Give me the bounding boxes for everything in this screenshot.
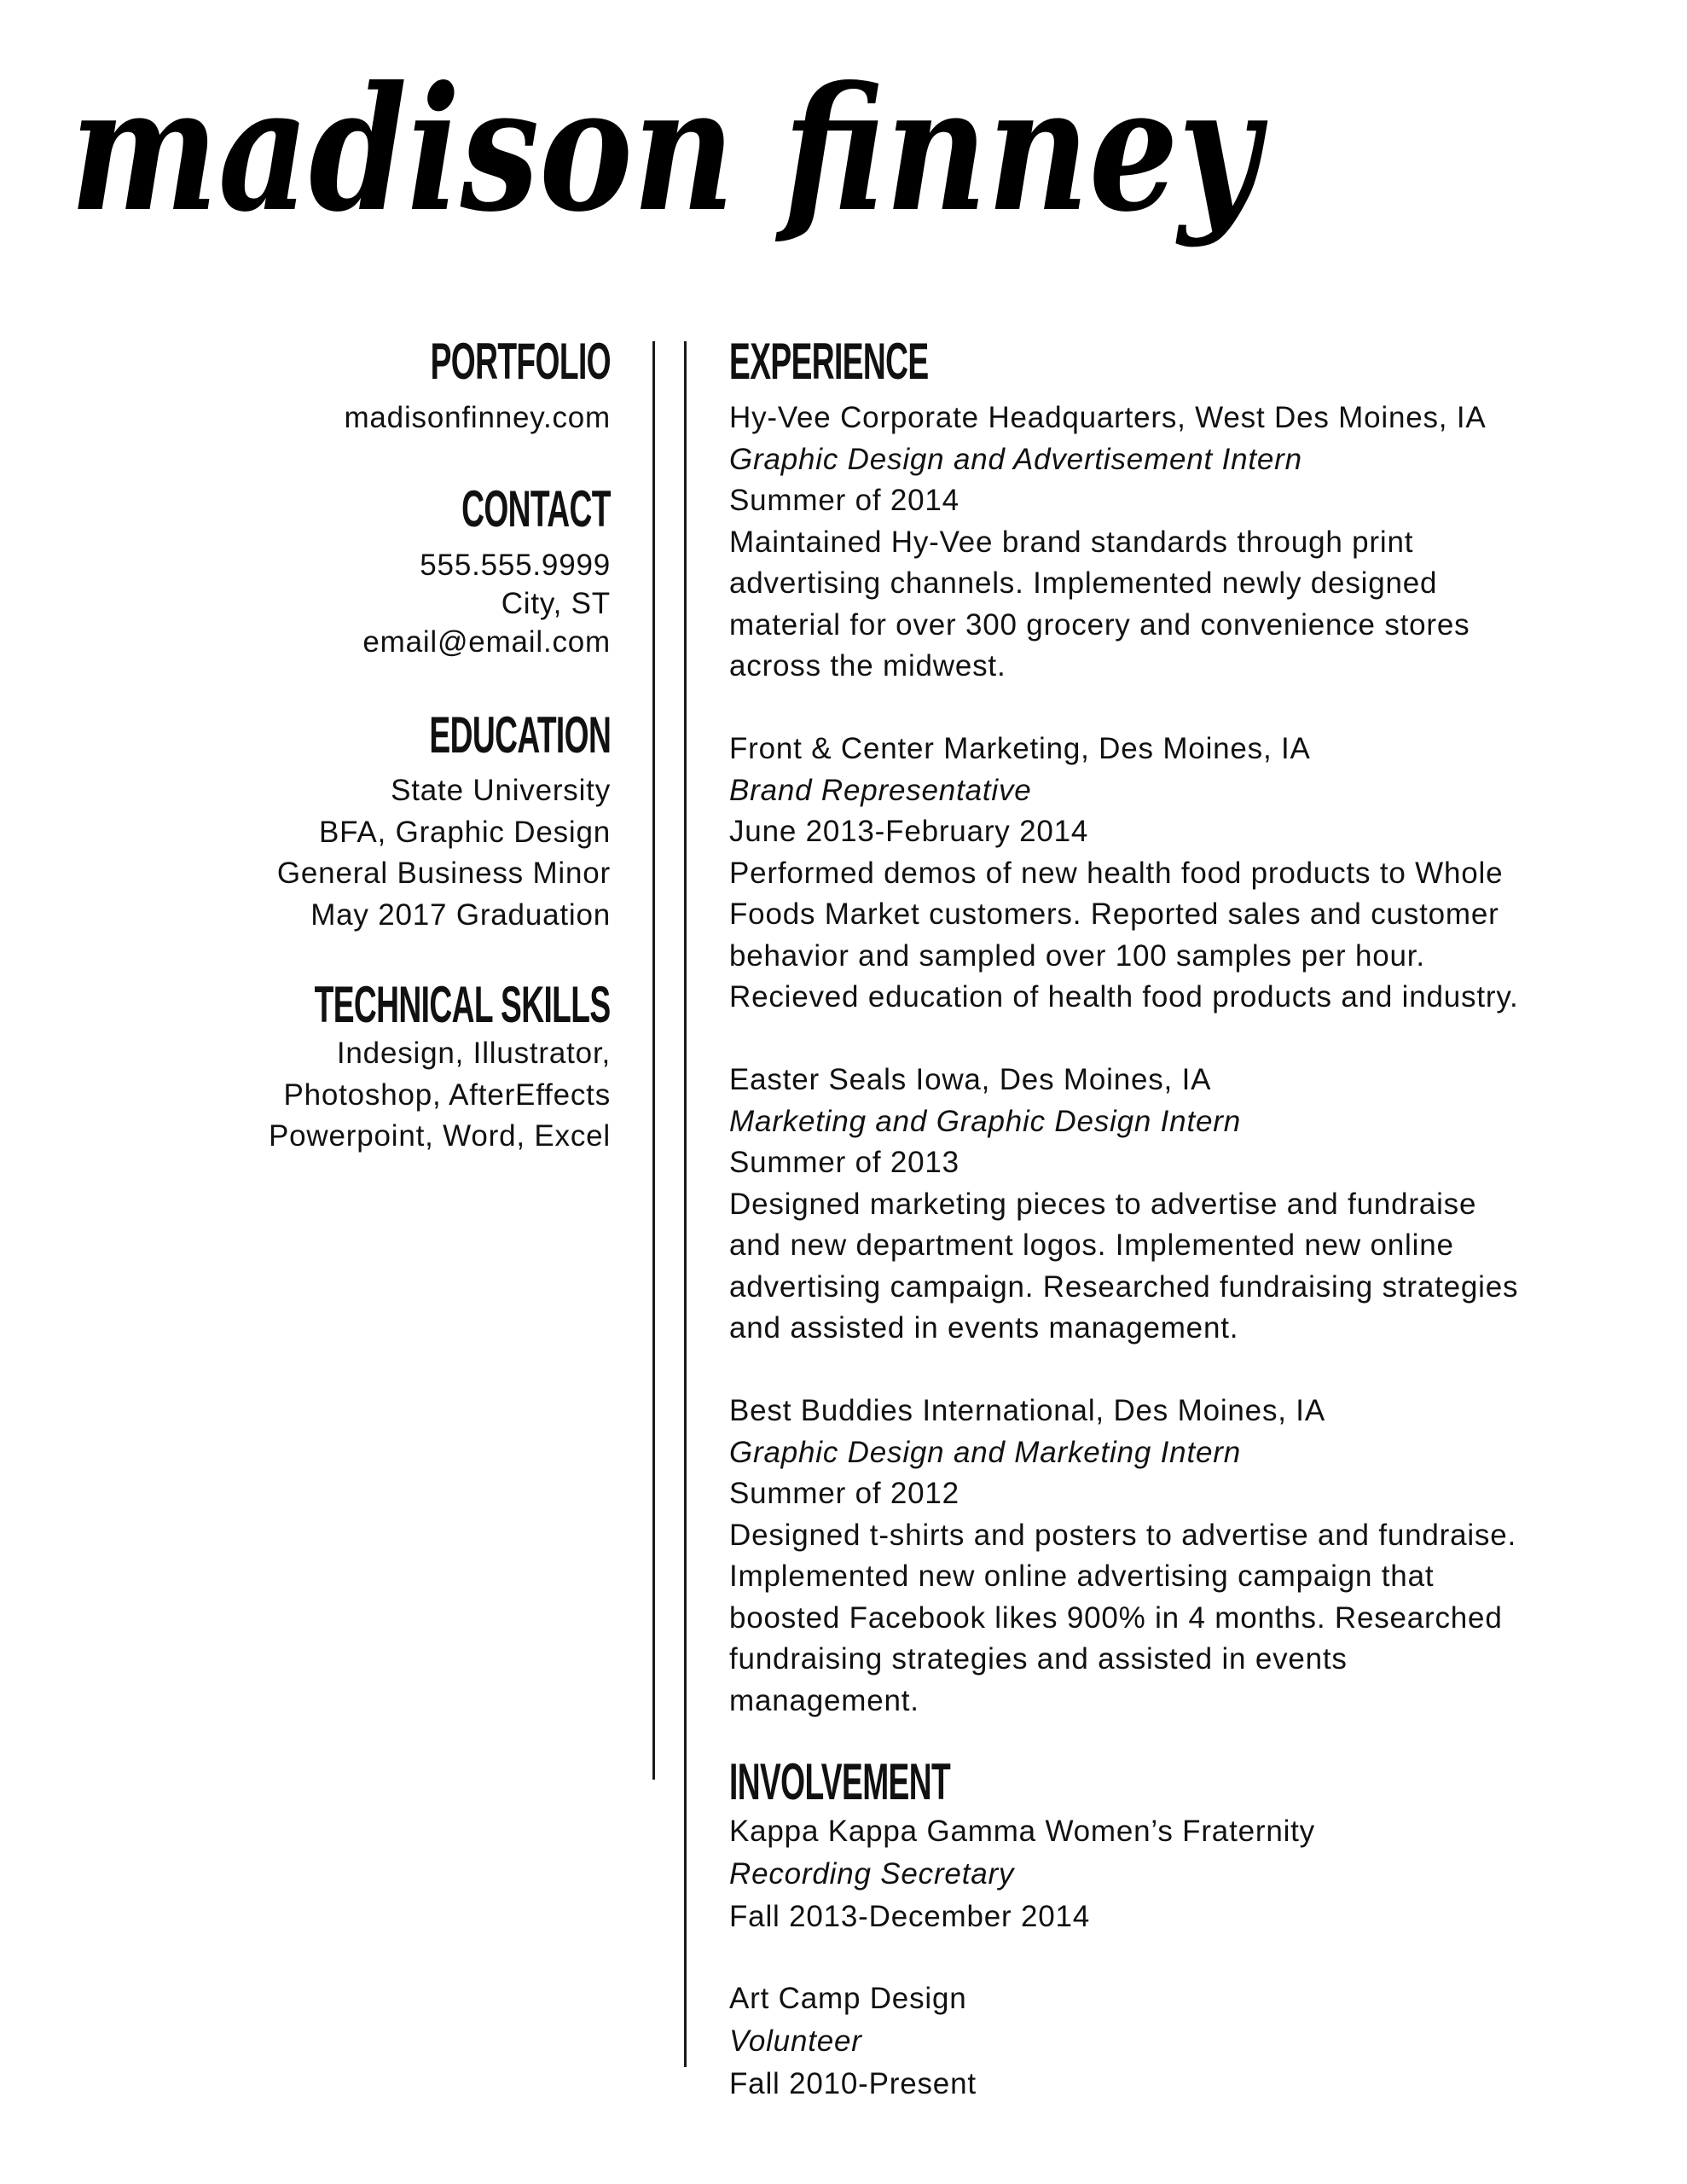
entry-desc: boosted Facebook likes 900% in 4 months. Researched [729,1600,1503,1635]
contact-heading: CONTACT [461,480,611,537]
entry-role: Brand Representative [729,773,1032,807]
entry-dates: Summer of 2012 [729,1477,959,1510]
entry-desc: fundraising strategies and assisted in events [729,1642,1348,1676]
skills-line: Powerpoint, Word, Excel [269,1119,611,1153]
experience-entry [729,398,1519,688]
education-line: General Business Minor [276,857,611,890]
entry-role: Graphic Design and Advertisement Intern [729,442,1302,476]
skills-section [269,1033,611,1158]
entry-desc: across the midwest. [729,649,1006,682]
experience-entry [729,1391,1519,1722]
entry-org: Hy-Vee Corporate Headquarters, West Des Moines, IA [729,401,1487,434]
divider-line-right [684,341,687,2067]
entry-dates: Fall 2013-December 2014 [729,1900,1091,1933]
skills-line: Indesign, Illustrator, [336,1037,611,1070]
entry-desc: management. [729,1683,919,1717]
experience-entry [729,1060,1519,1350]
entry-desc: Foods Market customers. Reported sales and customer [729,897,1499,931]
entry-org: Front & Center Marketing, Des Moines, IA [729,732,1311,765]
education-line: May 2017 Graduation [310,897,611,932]
portfolio-section [344,398,611,439]
entry-desc: material for over 300 grocery and convenience stores [729,607,1470,642]
education-section [277,770,611,936]
entry-role: Graphic Design and Marketing Intern [729,1435,1241,1469]
portfolio-heading: PORTFOLIO [430,333,611,390]
entry-desc: Performed demos of new health food products to Whole [729,856,1504,890]
entry-desc: behavior and sampled over 100 samples per hour. [729,938,1425,973]
skills-line: Photoshop, AfterEffects [283,1077,611,1112]
involvement-list [729,1810,1315,2147]
entry-desc: Designed t-shirts and posters to advertise and fundraise. [729,1518,1517,1552]
entry-dates: Summer of 2013 [729,1146,959,1179]
entry-desc: and assisted in events management. [729,1311,1239,1345]
contact-phone: 555.555.9999 [420,549,611,582]
experience-entry [729,729,1519,1019]
entry-desc: advertising campaign. Researched fundraising strategies [729,1269,1519,1304]
contact-location: City, ST [501,587,611,620]
entry-org: Best Buddies International, Des Moines, IA [729,1394,1325,1427]
involvement-entry [729,1978,1315,2106]
entry-org: Art Camp Design [729,1982,967,2015]
involvement-entry [729,1810,1315,1938]
experience-heading: EXPERIENCE [729,333,929,390]
entry-desc: and new department logos. Implemented new online [729,1228,1454,1262]
experience-list [729,398,1519,1763]
entry-desc: Maintained Hy-Vee brand standards through print [729,525,1414,559]
divider-line-left [652,341,655,1780]
entry-desc: Designed marketing pieces to advertise and fundraise [729,1187,1477,1221]
entry-role: Recording Secretary [729,1857,1015,1891]
entry-desc: Implemented new online advertising campaign that [729,1560,1435,1593]
contact-section [362,546,611,661]
contact-email[interactable]: email@email.com [362,625,611,659]
education-line: State University [391,774,611,807]
main-column [729,0,1667,2184]
entry-desc: advertising channels. Implemented newly designed [729,566,1438,600]
entry-role: Volunteer [729,2024,862,2058]
skills-heading: TECHNICAL SKILLS [315,976,611,1033]
entry-dates: Summer of 2014 [729,484,959,517]
entry-role: Marketing and Graphic Design Intern [729,1104,1241,1138]
entry-dates: Fall 2010-Present [729,2067,977,2100]
name-script: madison finney [70,49,1268,250]
entry-org: Easter Seals Iowa, Des Moines, IA [729,1063,1212,1096]
entry-dates: June 2013-February 2014 [729,815,1089,848]
education-heading: EDUCATION [429,706,611,764]
entry-desc: Recieved education of health food products and industry. [729,980,1519,1014]
involvement-heading: INVOLVEMENT [729,1753,951,1810]
sidebar [0,0,611,2184]
entry-org: Kappa Kappa Gamma Women’s Fraternity [729,1815,1315,1848]
portfolio-url[interactable]: madisonfinney.com [344,401,611,434]
education-line: BFA, Graphic Design [318,815,611,849]
